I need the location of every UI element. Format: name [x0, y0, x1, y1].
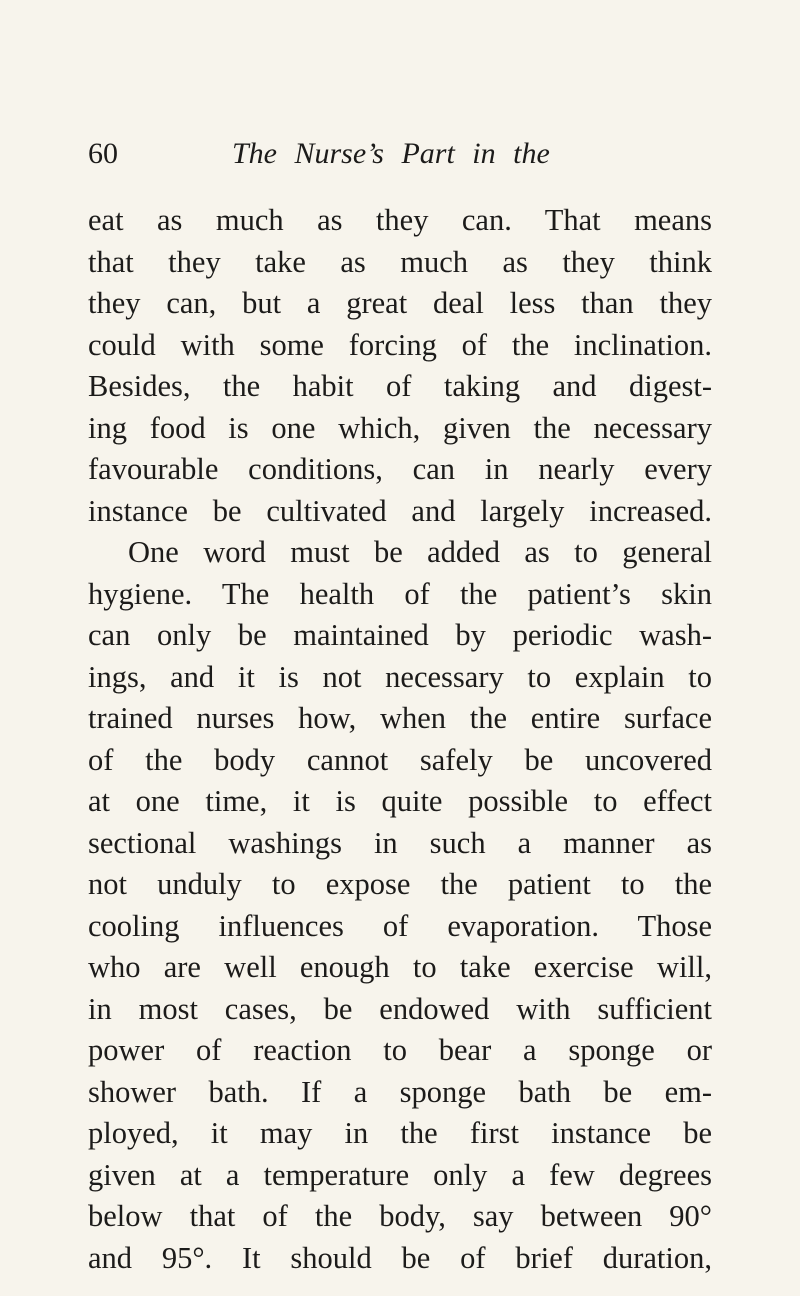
text-line: shower bath. If a sponge bath be em-	[88, 1074, 712, 1109]
text-line: hygiene. The health of the patient’s skin	[88, 576, 712, 611]
text-line: power of reaction to bear a sponge or	[88, 1033, 712, 1067]
text-line: sectional washings in such a manner as	[88, 825, 712, 860]
text-line: favourable conditions, can in nearly every	[88, 452, 712, 486]
text-line: not unduly to expose the patient to the	[88, 867, 712, 901]
page-number: 60	[88, 137, 118, 170]
text-line: ployed, it may in the first instance be	[88, 1116, 712, 1150]
text-line: of the body cannot safely be uncovered	[88, 742, 712, 777]
running-head	[88, 136, 712, 172]
text-line: eat as much as they can. That means	[88, 203, 712, 237]
text-line: ings, and it is not necessary to explain to	[88, 659, 712, 694]
text-line: that they take as much as they think	[88, 244, 712, 279]
text-line: given at a temperature only a few degrees	[88, 1157, 712, 1192]
text-line: ing food is one which, given the necessary	[88, 410, 712, 445]
text-line: they can, but a great deal less than they	[88, 286, 712, 320]
text-line: cooling influences of evaporation. Those	[88, 908, 712, 943]
text-line: at one time, it is quite possible to effect	[88, 784, 712, 818]
text-line: Besides, the habit of taking and digest-	[88, 369, 712, 403]
text-line: and 95°. It should be of brief duration,	[88, 1240, 712, 1275]
running-title: The Nurse’s Part in the	[232, 137, 550, 170]
text-line: instance be cultivated and largely increased.	[88, 493, 712, 528]
text-line: could with some forcing of the inclination.	[88, 327, 712, 362]
text-line: trained nurses how, when the entire surface	[88, 701, 712, 735]
body-text	[88, 200, 712, 1279]
text-line: can only be maintained by periodic wash-	[88, 618, 712, 652]
paragraph-start-line: One word must be added as to general	[128, 535, 712, 569]
text-line: who are well enough to take exercise will,	[88, 950, 712, 984]
text-line: in most cases, be endowed with sufficient	[88, 991, 712, 1026]
text-line: below that of the body, say between 90°	[88, 1199, 712, 1233]
